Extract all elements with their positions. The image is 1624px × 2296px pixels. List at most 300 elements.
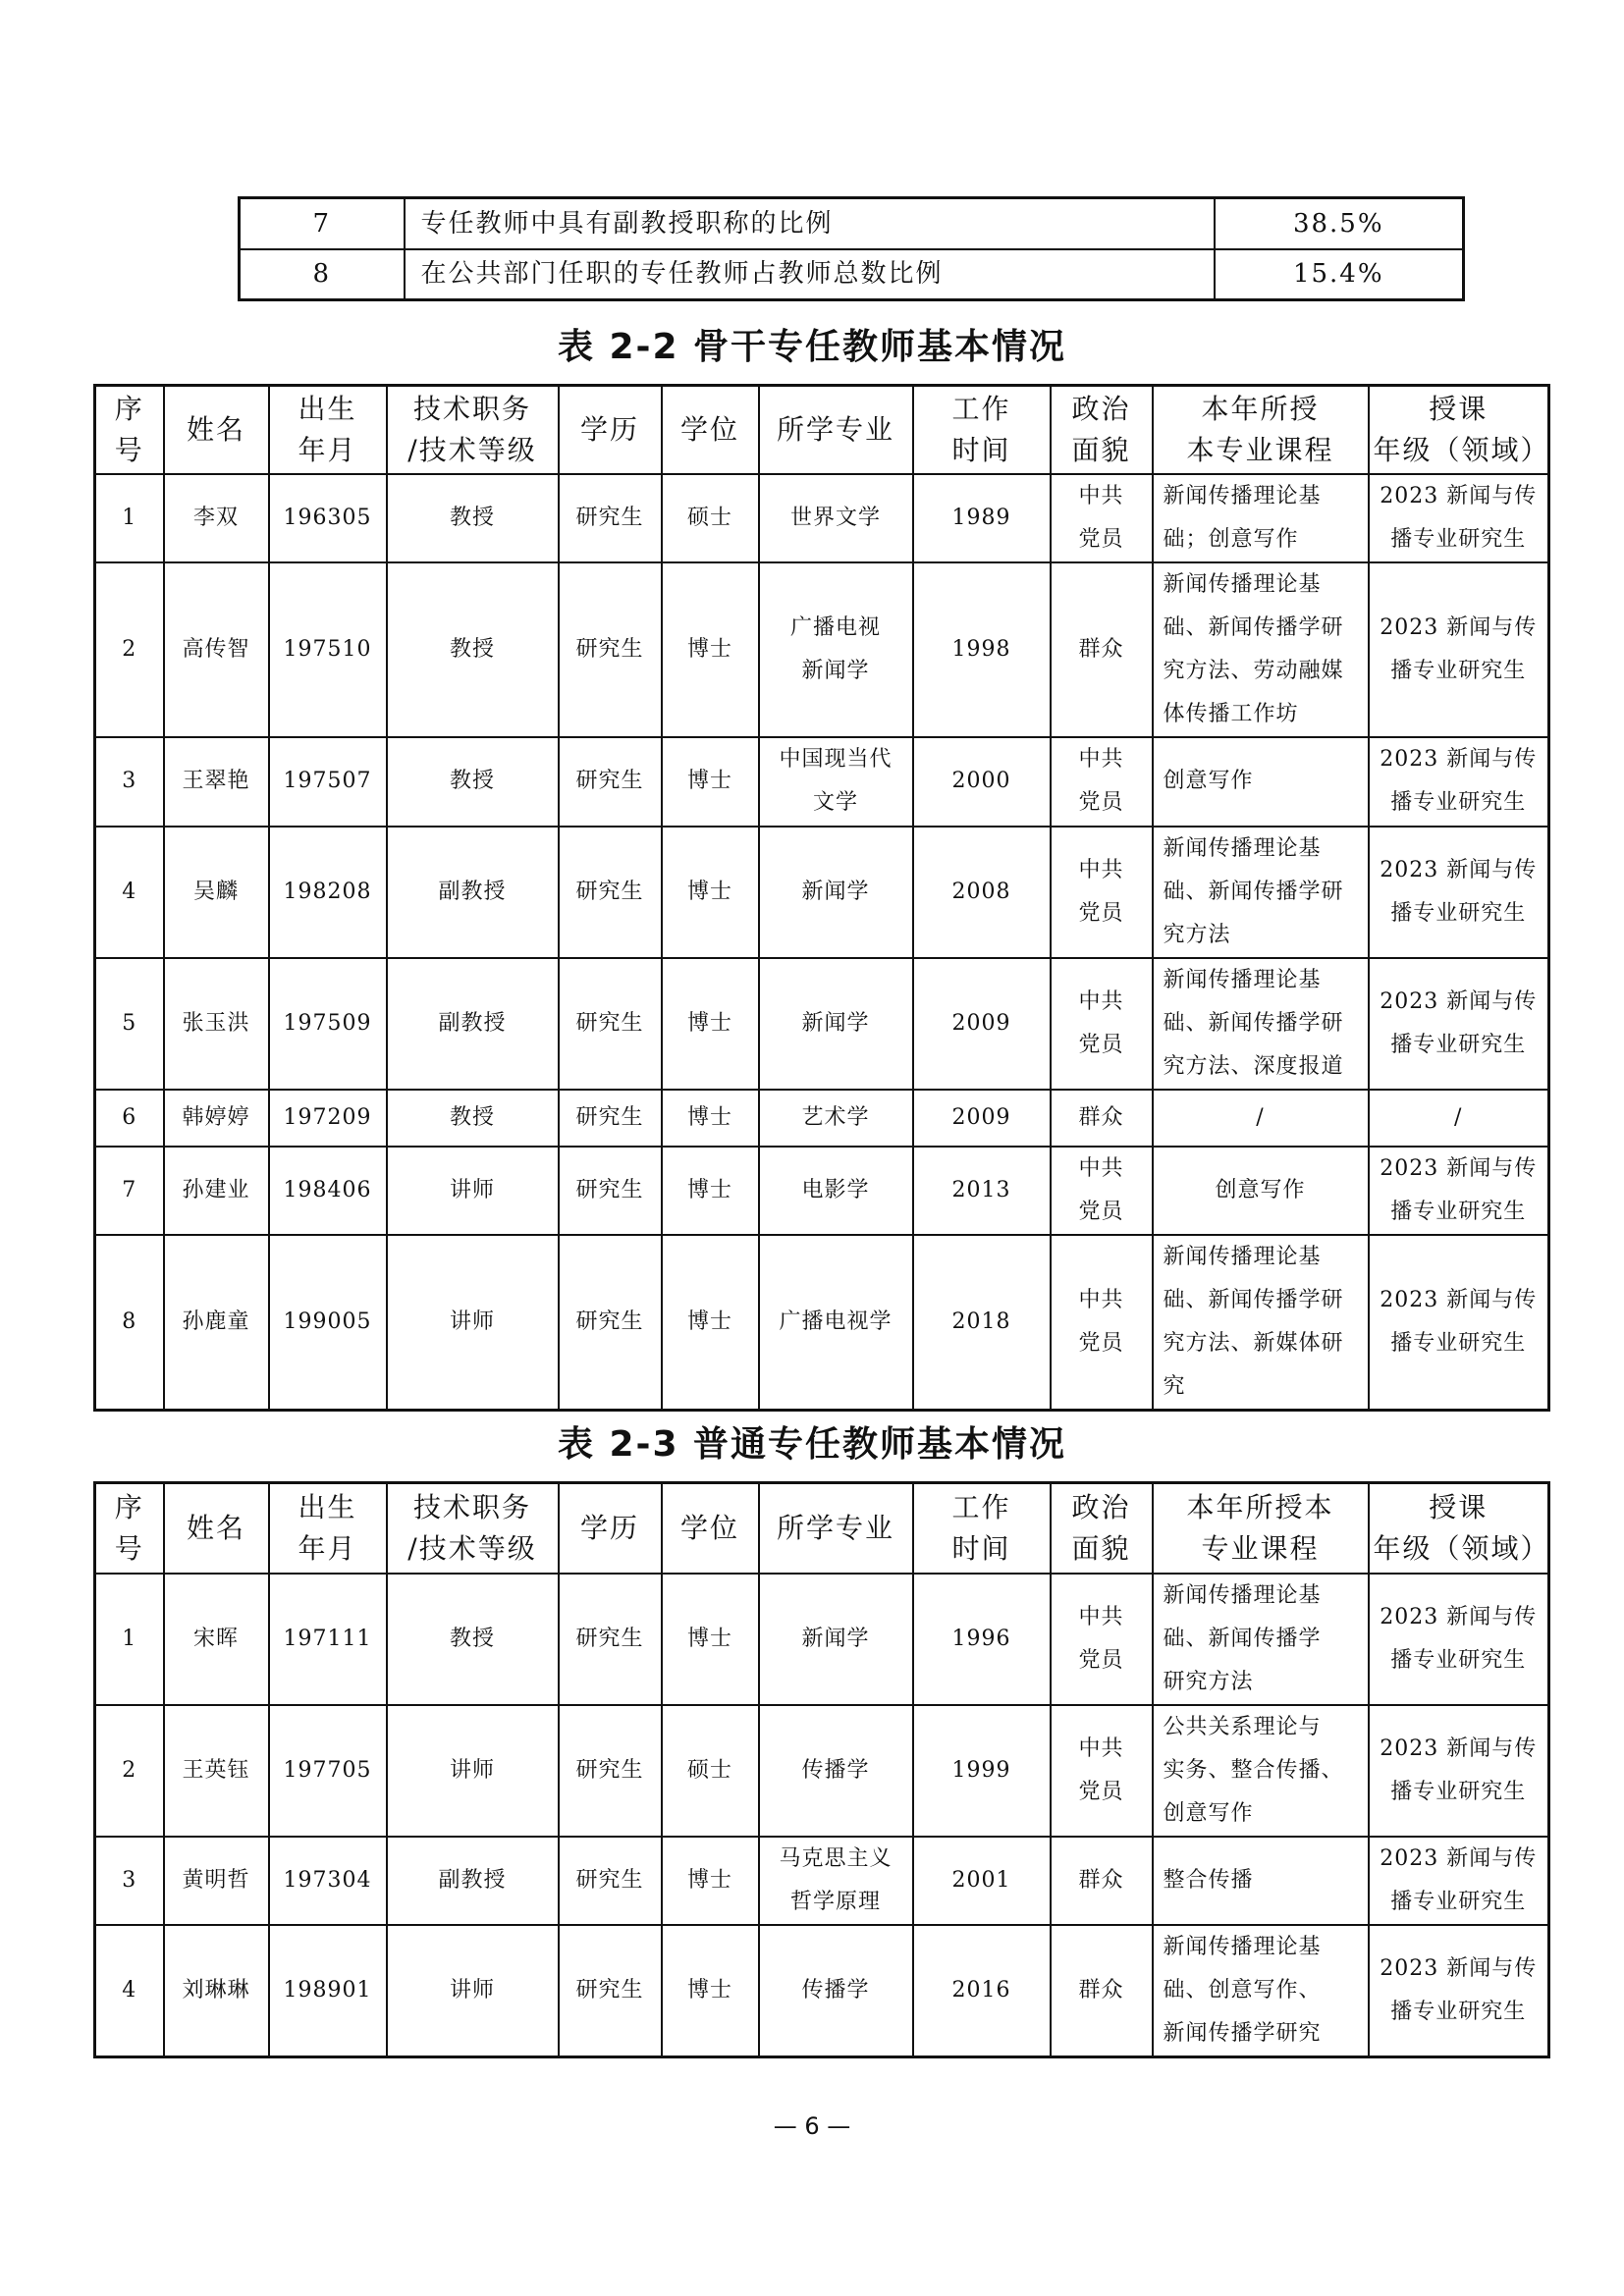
- cell-grade: [1369, 1837, 1549, 1925]
- cell-course-line: 础、新闻传播学研: [1163, 1010, 1344, 1036]
- cell-degree: 博士: [662, 958, 759, 1090]
- header-edu-line: 学历: [579, 1511, 639, 1544]
- cell-political: [1051, 1147, 1153, 1235]
- table-row: [95, 1090, 1549, 1147]
- cell-title: 讲师: [387, 1235, 559, 1411]
- cell-political: [1051, 958, 1153, 1090]
- header-name: [164, 1483, 269, 1574]
- cell-political-line: 党员: [1078, 1779, 1124, 1804]
- cell-title: 副教授: [387, 958, 559, 1090]
- header-title-line: /技术等级: [407, 433, 537, 466]
- cell-grade-line: 播专业研究生: [1390, 1889, 1527, 1914]
- cell-political: [1051, 1235, 1153, 1411]
- cell-title: 教授: [387, 562, 559, 737]
- cell-grade-line: 2023 新闻与传: [1380, 988, 1538, 1014]
- cell-birth: 197509: [269, 958, 387, 1090]
- cell-edu: 研究生: [559, 737, 662, 827]
- cell-course-line: 新闻传播理论基: [1163, 835, 1322, 861]
- cell-course: [1153, 1925, 1369, 2057]
- cell-course-line: 实务、整合传播、: [1163, 1757, 1344, 1783]
- cell-birth: 197111: [269, 1574, 387, 1705]
- header-major-line: 所学专业: [776, 412, 894, 446]
- cell-edu: 研究生: [559, 1574, 662, 1705]
- header-edu: [559, 386, 662, 474]
- cell-major: [759, 1925, 913, 2057]
- cell-course-line: 础、创意写作、: [1163, 1977, 1322, 2002]
- cell-work: 2009: [913, 1090, 1051, 1147]
- cell-degree: 博士: [662, 827, 759, 958]
- cell-course-line: 究: [1163, 1373, 1186, 1399]
- header-name-line: 姓名: [186, 412, 245, 446]
- table-row: [95, 1147, 1549, 1235]
- cell-degree: 博士: [662, 1235, 759, 1411]
- cell-work: 2008: [913, 827, 1051, 958]
- header-birth-line: 出生: [298, 392, 357, 425]
- header-work-line: 工作: [951, 392, 1011, 425]
- cell-grade: [1369, 1235, 1549, 1411]
- cell-birth: 199005: [269, 1235, 387, 1411]
- cell-grade-line: /: [1454, 1104, 1463, 1130]
- cell-birth: 197209: [269, 1090, 387, 1147]
- cell-degree: 博士: [662, 1147, 759, 1235]
- summary-value-cell: 15.4%: [1215, 249, 1464, 300]
- header-no-line: 号: [114, 433, 144, 466]
- cell-course-line: 究方法、深度报道: [1163, 1053, 1344, 1079]
- cell-course-line: 整合传播: [1163, 1867, 1254, 1893]
- cell-major-line: 艺术学: [801, 1104, 870, 1130]
- cell-major-line: 马克思主义: [779, 1845, 893, 1871]
- header-grade-line: 年级（领域）: [1373, 1531, 1550, 1565]
- cell-name: 高传智: [164, 562, 269, 737]
- cell-no: 3: [95, 1837, 164, 1925]
- header-grade: [1369, 1483, 1549, 1574]
- table-row: [95, 1574, 1549, 1705]
- header-grade-line: 年级（领域）: [1373, 433, 1550, 466]
- header-birth-line: 出生: [298, 1490, 357, 1523]
- header-degree: [662, 1483, 759, 1574]
- cell-political-line: 中共: [1078, 1735, 1124, 1761]
- cell-grade: [1369, 1090, 1549, 1147]
- cell-major-line: 广播电视: [789, 614, 881, 640]
- cell-grade-line: 2023 新闻与传: [1380, 1735, 1538, 1761]
- header-political-line: 面貌: [1071, 1531, 1131, 1565]
- header-work: [913, 386, 1051, 474]
- cell-birth: 198901: [269, 1925, 387, 2057]
- cell-grade-line: 播专业研究生: [1390, 1032, 1527, 1057]
- cell-work: 1998: [913, 562, 1051, 737]
- header-no-line: 号: [114, 1531, 144, 1565]
- cell-course: [1153, 474, 1369, 562]
- header-no: [95, 1483, 164, 1574]
- cell-political-line: 党员: [1078, 900, 1124, 926]
- cell-title: 教授: [387, 1090, 559, 1147]
- cell-political-line: 党员: [1078, 1330, 1124, 1356]
- summary-value-cell: 38.5%: [1215, 198, 1464, 249]
- cell-political-line: 党员: [1078, 1647, 1124, 1673]
- header-degree-line: 学位: [679, 412, 739, 446]
- cell-grade-line: 2023 新闻与传: [1380, 1604, 1538, 1629]
- header-political-line: 政治: [1071, 1490, 1131, 1523]
- cell-political: [1051, 1090, 1153, 1147]
- cell-course-line: 新闻传播理论基: [1163, 1934, 1322, 1959]
- cell-political-line: 中共: [1078, 1287, 1124, 1312]
- header-no-line: 序: [114, 1490, 144, 1523]
- cell-political-line: 党员: [1078, 1199, 1124, 1224]
- cell-grade-line: 2023 新闻与传: [1380, 614, 1538, 640]
- cell-major-line: 广播电视学: [779, 1308, 893, 1334]
- cell-course-line: 础；创意写作: [1163, 526, 1299, 552]
- cell-grade: [1369, 958, 1549, 1090]
- table-row: [95, 474, 1549, 562]
- cell-degree: 博士: [662, 1925, 759, 2057]
- cell-work: 2009: [913, 958, 1051, 1090]
- summary-no-cell: 8: [240, 249, 405, 300]
- table-row: [95, 1837, 1549, 1925]
- header-no-line: 序: [114, 392, 144, 425]
- cell-no: 2: [95, 562, 164, 737]
- cell-work: 1989: [913, 474, 1051, 562]
- header-course-line: 本年所授: [1201, 392, 1320, 425]
- cell-degree: 博士: [662, 1090, 759, 1147]
- header-title: [387, 386, 559, 474]
- cell-no: 8: [95, 1235, 164, 1411]
- cell-grade: [1369, 562, 1549, 737]
- cell-name: 张玉洪: [164, 958, 269, 1090]
- cell-political-line: 中共: [1078, 747, 1124, 772]
- cell-course-line: 究方法: [1163, 922, 1231, 947]
- cell-major: [759, 737, 913, 827]
- header-birth-line: 年月: [298, 1531, 357, 1565]
- cell-title: 教授: [387, 474, 559, 562]
- header-work-line: 时间: [951, 433, 1011, 466]
- cell-no: 7: [95, 1147, 164, 1235]
- cell-degree: 博士: [662, 562, 759, 737]
- header-title-line: 技术职务: [412, 392, 531, 425]
- cell-birth: 197507: [269, 737, 387, 827]
- cell-name: 孙鹿童: [164, 1235, 269, 1411]
- header-political-line: 面貌: [1071, 433, 1131, 466]
- cell-grade-line: 播专业研究生: [1390, 1330, 1527, 1356]
- cell-grade: [1369, 1925, 1549, 2057]
- header-edu: [559, 1483, 662, 1574]
- cell-grade-line: 播专业研究生: [1390, 790, 1527, 815]
- page-number: — 6 —: [773, 2112, 851, 2140]
- header-major: [759, 1483, 913, 1574]
- cell-major-line: 新闻学: [801, 1626, 870, 1651]
- summary-item-cell: 在公共部门任职的专任教师占教师总数比例: [405, 249, 1215, 300]
- header-political-line: 政治: [1071, 392, 1131, 425]
- header-title: [387, 1483, 559, 1574]
- cell-grade-line: 播专业研究生: [1390, 658, 1527, 683]
- cell-course: [1153, 737, 1369, 827]
- cell-work: 1996: [913, 1574, 1051, 1705]
- cell-course-line: 创意写作: [1163, 769, 1254, 793]
- cell-grade: [1369, 474, 1549, 562]
- cell-course: [1153, 562, 1369, 737]
- header-title-line: 技术职务: [412, 1490, 531, 1523]
- cell-course-line: 研究方法: [1163, 1669, 1254, 1694]
- table-row: [95, 1925, 1549, 2057]
- cell-major: [759, 1574, 913, 1705]
- cell-grade-line: 播专业研究生: [1390, 1999, 1527, 2024]
- cell-grade: [1369, 1574, 1549, 1705]
- cell-birth: 198406: [269, 1147, 387, 1235]
- cell-birth: 197304: [269, 1837, 387, 1925]
- header-edu-line: 学历: [579, 412, 639, 446]
- cell-grade-line: 2023 新闻与传: [1380, 747, 1538, 772]
- cell-major-line: 哲学原理: [789, 1889, 881, 1914]
- cell-degree: 博士: [662, 737, 759, 827]
- cell-grade-line: 2023 新闻与传: [1380, 857, 1538, 882]
- header-birth: [269, 386, 387, 474]
- cell-name: 吴麟: [164, 827, 269, 958]
- cell-title: 讲师: [387, 1705, 559, 1837]
- cell-course-line: 公共关系理论与: [1163, 1714, 1322, 1739]
- cell-major: [759, 1837, 913, 1925]
- cell-degree: 硕士: [662, 474, 759, 562]
- header-work: [913, 1483, 1051, 1574]
- cell-political: [1051, 1705, 1153, 1837]
- cell-political: [1051, 737, 1153, 827]
- header-row: [95, 1483, 1549, 1574]
- summary-item-cell: 专任教师中具有副教授职称的比例: [405, 198, 1215, 249]
- cell-degree: 博士: [662, 1574, 759, 1705]
- header-major-line: 所学专业: [776, 1511, 894, 1544]
- cell-political-line: 群众: [1078, 1977, 1124, 2002]
- header-course: [1153, 386, 1369, 474]
- core-teachers-table: [93, 384, 1550, 1412]
- cell-course-line: 础、新闻传播学研: [1163, 879, 1344, 904]
- cell-edu: 研究生: [559, 1090, 662, 1147]
- cell-work: 2001: [913, 1837, 1051, 1925]
- cell-no: 3: [95, 737, 164, 827]
- cell-edu: 研究生: [559, 827, 662, 958]
- table-row: [95, 1705, 1549, 1837]
- cell-work: 1999: [913, 1705, 1051, 1837]
- cell-course: [1153, 1705, 1369, 1837]
- cell-name: 黄明哲: [164, 1837, 269, 1925]
- cell-major-line: 文学: [812, 790, 858, 815]
- header-name: [164, 386, 269, 474]
- cell-course-line: 础、新闻传播学: [1163, 1626, 1322, 1651]
- header-no: [95, 386, 164, 474]
- header-course-line: 本年所授本: [1186, 1490, 1334, 1523]
- cell-edu: 研究生: [559, 1147, 662, 1235]
- cell-title: 副教授: [387, 827, 559, 958]
- header-political: [1051, 1483, 1153, 1574]
- cell-name: 韩婷婷: [164, 1090, 269, 1147]
- cell-name: 宋晖: [164, 1574, 269, 1705]
- cell-course-line: 体传播工作坊: [1163, 701, 1299, 726]
- cell-major-line: 新闻学: [801, 658, 870, 683]
- cell-course: [1153, 827, 1369, 958]
- cell-grade-line: 2023 新闻与传: [1380, 483, 1538, 508]
- cell-birth: 198208: [269, 827, 387, 958]
- cell-edu: 研究生: [559, 1925, 662, 2057]
- cell-political-line: 群众: [1078, 1104, 1124, 1130]
- cell-name: 王英钰: [164, 1705, 269, 1837]
- header-row: [95, 386, 1549, 474]
- cell-grade-line: 2023 新闻与传: [1380, 1955, 1538, 1981]
- cell-major-line: 传播学: [801, 1977, 870, 2002]
- cell-grade: [1369, 1147, 1549, 1235]
- cell-no: 6: [95, 1090, 164, 1147]
- cell-title: 讲师: [387, 1925, 559, 2057]
- header-political: [1051, 386, 1153, 474]
- cell-course: [1153, 958, 1369, 1090]
- header-degree: [662, 386, 759, 474]
- cell-course: [1153, 1235, 1369, 1411]
- cell-title: 讲师: [387, 1147, 559, 1235]
- cell-course-line: 新闻传播学研究: [1163, 2020, 1322, 2046]
- header-major: [759, 386, 913, 474]
- cell-birth: 196305: [269, 474, 387, 562]
- cell-major-line: 世界文学: [789, 505, 881, 530]
- regular-teachers-table: [93, 1481, 1550, 2058]
- cell-name: 李双: [164, 474, 269, 562]
- header-title-line: /技术等级: [407, 1531, 537, 1565]
- cell-major-line: 传播学: [801, 1757, 870, 1783]
- table-row: [95, 1235, 1549, 1411]
- cell-course-line: /: [1256, 1104, 1265, 1130]
- cell-course-line: 究方法、新媒体研: [1163, 1330, 1344, 1356]
- cell-degree: 博士: [662, 1837, 759, 1925]
- cell-birth: 197705: [269, 1705, 387, 1837]
- cell-course-line: 础、新闻传播学研: [1163, 1287, 1344, 1312]
- header-course-line: 本专业课程: [1186, 433, 1334, 466]
- cell-major: [759, 562, 913, 737]
- summary-no-cell: 7: [240, 198, 405, 249]
- cell-course: [1153, 1090, 1369, 1147]
- cell-political-line: 群众: [1078, 636, 1124, 662]
- cell-grade-line: 播专业研究生: [1390, 900, 1527, 926]
- cell-major: [759, 827, 913, 958]
- cell-work: 2018: [913, 1235, 1051, 1411]
- cell-major: [759, 958, 913, 1090]
- cell-major-line: 新闻学: [801, 879, 870, 904]
- cell-grade-line: 2023 新闻与传: [1380, 1155, 1538, 1181]
- header-birth: [269, 1483, 387, 1574]
- header-name-line: 姓名: [186, 1511, 245, 1544]
- header-grade-line: 授课: [1429, 392, 1489, 425]
- cell-edu: 研究生: [559, 1235, 662, 1411]
- cell-course-line: 新闻传播理论基: [1163, 1244, 1322, 1269]
- cell-political-line: 中共: [1078, 988, 1124, 1014]
- cell-course-line: 新闻传播理论基: [1163, 483, 1322, 508]
- cell-grade-line: 播专业研究生: [1390, 526, 1527, 552]
- cell-political-line: 党员: [1078, 790, 1124, 815]
- header-degree-line: 学位: [679, 1511, 739, 1544]
- cell-grade: [1369, 1705, 1549, 1837]
- cell-work: 2013: [913, 1147, 1051, 1235]
- cell-edu: 研究生: [559, 1705, 662, 1837]
- cell-no: 1: [95, 1574, 164, 1705]
- cell-political: [1051, 1837, 1153, 1925]
- cell-course-line: 究方法、劳动融媒: [1163, 658, 1344, 683]
- cell-no: 4: [95, 1925, 164, 2057]
- cell-political: [1051, 1925, 1153, 2057]
- cell-political-line: 中共: [1078, 1155, 1124, 1181]
- cell-no: 4: [95, 827, 164, 958]
- cell-political-line: 中共: [1078, 483, 1124, 508]
- cell-degree: 硕士: [662, 1705, 759, 1837]
- cell-edu: 研究生: [559, 1837, 662, 1925]
- table-2-3-caption: 表 2-3 普通专任教师基本情况: [557, 1424, 1067, 1465]
- cell-political: [1051, 1574, 1153, 1705]
- cell-course: [1153, 1837, 1369, 1925]
- cell-political-line: 党员: [1078, 526, 1124, 552]
- cell-work: 2000: [913, 737, 1051, 827]
- cell-grade: [1369, 827, 1549, 958]
- table-row: [95, 958, 1549, 1090]
- table-row: [95, 827, 1549, 958]
- cell-course-line: 新闻传播理论基: [1163, 967, 1322, 992]
- cell-course-line: 础、新闻传播学研: [1163, 614, 1344, 640]
- cell-grade-line: 播专业研究生: [1390, 1199, 1527, 1224]
- header-grade-line: 授课: [1429, 1490, 1489, 1523]
- cell-no: 1: [95, 474, 164, 562]
- cell-grade-line: 播专业研究生: [1390, 1647, 1527, 1673]
- cell-political-line: 中共: [1078, 857, 1124, 882]
- table-2-2-caption: 表 2-2 骨干专任教师基本情况: [557, 327, 1067, 367]
- cell-major-line: 新闻学: [801, 1010, 870, 1036]
- cell-political: [1051, 562, 1153, 737]
- table-row: [240, 249, 1464, 300]
- cell-course-line: 创意写作: [1215, 1177, 1306, 1202]
- cell-grade: [1369, 737, 1549, 827]
- cell-title: 教授: [387, 737, 559, 827]
- cell-edu: 研究生: [559, 562, 662, 737]
- cell-major: [759, 1235, 913, 1411]
- cell-name: 王翠艳: [164, 737, 269, 827]
- summary-table: [238, 196, 1465, 301]
- cell-political: [1051, 827, 1153, 958]
- cell-course: [1153, 1147, 1369, 1235]
- cell-political-line: 党员: [1078, 1032, 1124, 1057]
- table-row: [95, 737, 1549, 827]
- cell-edu: 研究生: [559, 474, 662, 562]
- cell-work: 2016: [913, 1925, 1051, 2057]
- cell-no: 5: [95, 958, 164, 1090]
- table-row: [240, 198, 1464, 249]
- cell-name: 刘琳琳: [164, 1925, 269, 2057]
- cell-political: [1051, 474, 1153, 562]
- cell-course-line: 新闻传播理论基: [1163, 571, 1322, 597]
- cell-no: 2: [95, 1705, 164, 1837]
- cell-title: 教授: [387, 1574, 559, 1705]
- cell-major-line: 电影学: [801, 1177, 870, 1202]
- cell-name: 孙建业: [164, 1147, 269, 1235]
- header-grade: [1369, 386, 1549, 474]
- cell-grade-line: 2023 新闻与传: [1380, 1845, 1538, 1871]
- cell-major: [759, 1147, 913, 1235]
- cell-title: 副教授: [387, 1837, 559, 1925]
- header-birth-line: 年月: [298, 433, 357, 466]
- cell-political-line: 群众: [1078, 1867, 1124, 1893]
- cell-edu: 研究生: [559, 958, 662, 1090]
- cell-course-line: 新闻传播理论基: [1163, 1582, 1322, 1608]
- cell-course-line: 创意写作: [1163, 1800, 1254, 1826]
- cell-major: [759, 474, 913, 562]
- header-course: [1153, 1483, 1369, 1574]
- cell-major-line: 中国现当代: [779, 747, 893, 772]
- table-row: [95, 562, 1549, 737]
- header-course-line: 专业课程: [1201, 1531, 1320, 1565]
- cell-major: [759, 1090, 913, 1147]
- cell-grade-line: 播专业研究生: [1390, 1779, 1527, 1804]
- cell-political-line: 中共: [1078, 1604, 1124, 1629]
- cell-major: [759, 1705, 913, 1837]
